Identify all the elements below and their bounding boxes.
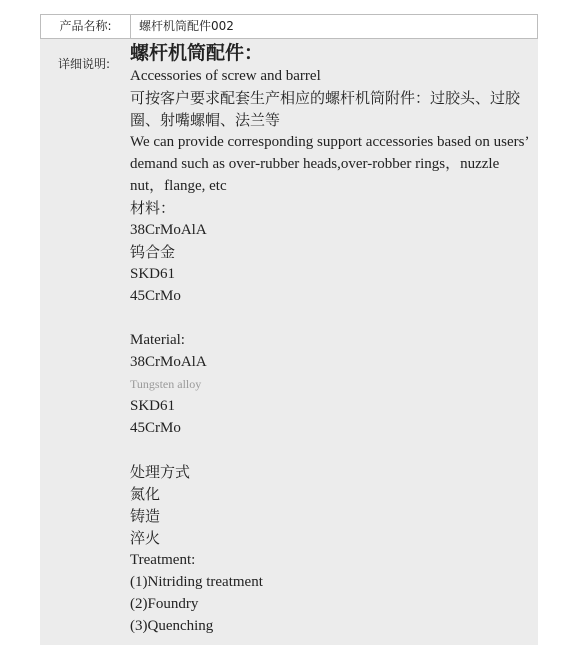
- detail-line-material-cn-4: 45CrMo: [130, 288, 181, 304]
- detail-line-treatment-en-1: (1)Nitriding treatment: [130, 574, 263, 590]
- detail-line-material-cn-2: 钨合金: [130, 243, 176, 261]
- product-name-value: 螺杆机筒配件002: [139, 19, 234, 33]
- detail-line-treatment-en-2: (2)Foundry: [130, 596, 199, 612]
- detail-title: 螺杆机筒配件：: [130, 42, 264, 64]
- detail-line-material-en-heading: Material:: [130, 332, 185, 348]
- detail-line-accessories: Accessories of screw and barrel: [130, 68, 321, 84]
- detail-line-treatment-en-heading: Treatment:: [130, 552, 196, 568]
- detail-line-treatment-cn-heading: 处理方式: [130, 463, 191, 481]
- detail-line-material-en-1: 38CrMoAlA: [130, 354, 207, 370]
- product-name-label: 产品名称:: [41, 15, 131, 38]
- product-name-row: [40, 14, 538, 39]
- detail-line-material-en-3: SKD61: [130, 398, 176, 414]
- detail-line-en-description: We can provide corresponding support accessories based on users’ demand such as over-rubber heads,over-robber rings，nuzzle nut，flange, etc: [130, 134, 529, 194]
- detail-line-treatment-cn-1: 氮化: [130, 485, 161, 503]
- detail-line-material-cn-1: 38CrMoAlA: [130, 222, 207, 238]
- spacer: [130, 307, 535, 329]
- spacer: [130, 439, 535, 461]
- detail-line-cn-description: 可按客户要求配套生产相应的螺杆机筒附件：过胶头、过胶圈、射嘴螺帽、法兰等: [130, 89, 521, 129]
- detail-section: [40, 39, 538, 645]
- detail-line-treatment-cn-3: 淬火: [130, 529, 161, 547]
- detail-label: 详细说明:: [58, 57, 111, 71]
- detail-line-material-cn-3: SKD61: [130, 266, 176, 282]
- detail-line-material-en-4: 45CrMo: [130, 420, 181, 436]
- detail-line-material-cn-heading: 材料：: [130, 199, 176, 217]
- detail-content: [130, 41, 535, 637]
- detail-line-treatment-en-3: (3)Quenching: [130, 618, 214, 634]
- detail-line-treatment-cn-2: 铸造: [130, 507, 161, 525]
- detail-line-material-en-2: Tungsten alloy: [130, 377, 202, 391]
